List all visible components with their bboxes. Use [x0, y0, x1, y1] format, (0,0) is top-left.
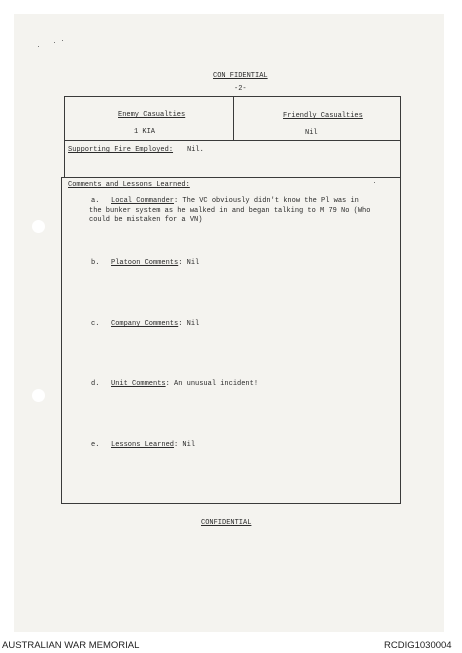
item-c-text: : Nil [178, 320, 200, 328]
item-a-label: Local Commander [111, 197, 175, 205]
form-border-left [64, 96, 65, 177]
archive-reference: RCDIG1030004 [384, 640, 452, 651]
item-b-letter: b. [91, 259, 100, 267]
item-e-line [111, 441, 195, 450]
form-border-left-lower [61, 177, 62, 504]
enemy-casualties-label: Enemy Casualties [118, 111, 186, 119]
enemy-casualties-value: 1 KIA [134, 128, 156, 136]
paper-speck [38, 46, 39, 47]
item-d-label: Unit Comments [111, 380, 166, 388]
supporting-fire-value: Nil. [187, 146, 204, 154]
item-a-first-line [111, 197, 359, 206]
item-a-text-first: : The VC obviously didn't know the Pl was in [174, 197, 359, 205]
item-a-letter: a. [91, 197, 100, 205]
classification-header: CON FIDENTIAL [213, 72, 268, 80]
form-border-right [400, 96, 401, 504]
item-e-label: Lessons Learned [111, 441, 175, 449]
item-c-line [111, 320, 199, 329]
row-divider-2 [61, 177, 401, 178]
item-a-text-rest: the bunker system as he walked in and began talking to M 79 No (Who could be mistaken for a VN) [89, 207, 371, 224]
punch-hole-bottom [32, 389, 45, 402]
form-border-bottom [61, 503, 401, 504]
item-c-label: Company Comments [111, 320, 179, 328]
paper-speck [54, 42, 55, 43]
item-c-letter: c. [91, 320, 100, 328]
casualties-column-divider [233, 96, 234, 141]
item-d-line [111, 380, 258, 389]
comments-heading: Comments and Lessons Learned: [68, 181, 190, 189]
item-d-letter: d. [91, 380, 100, 388]
item-b-line [111, 259, 199, 268]
friendly-casualties-value: Nil [305, 129, 318, 137]
supporting-fire-label: Supporting Fire Employed: [68, 146, 174, 154]
archive-source: AUSTRALIAN WAR MEMORIAL [2, 640, 140, 651]
classification-footer: CONFIDENTIAL [201, 519, 252, 527]
item-e-letter: e. [91, 441, 100, 449]
item-e-text: : Nil [174, 441, 196, 449]
page-number: -2- [234, 85, 247, 93]
item-b-label: Platoon Comments [111, 259, 179, 267]
item-b-text: : Nil [178, 259, 200, 267]
paper-speck [374, 182, 375, 183]
paper-speck [62, 40, 63, 41]
item-d-text: : An unusual incident! [165, 380, 259, 388]
friendly-casualties-label: Friendly Casualties [283, 112, 363, 120]
punch-hole-top [32, 220, 45, 233]
document-page [14, 14, 444, 632]
